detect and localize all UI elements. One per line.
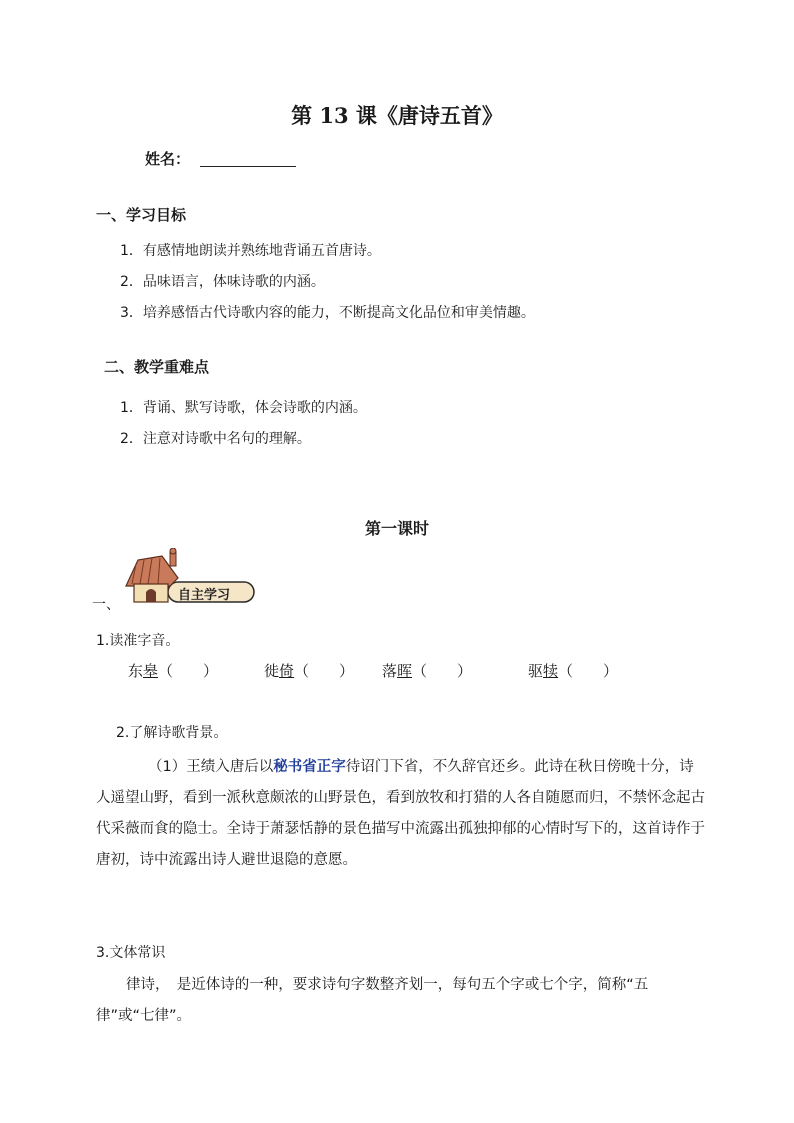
session-title: 第一课时 [364, 519, 429, 538]
key-point-item: 1．背诵、默写诗歌，体会诗歌的内涵。 [120, 400, 367, 416]
background-paragraph: （1）王绩入唐后以秘书省正字待诏门下省，不久辞官还乡。此诗在秋日傍晚十分，诗人遥望山野，看到一派秋意颇浓的山野景色，看到放牧和打猎的人各自随愿而归，不禁怀念起古代采薇而食的隐士。全诗于萧瑟恬静的景色描写中流露出孤独抑郁的心情时写下的，这首诗作于唐初，诗中流露出诗人避世退隐的意愿。 [96, 759, 705, 868]
objective-item: 1．有感情地朗读并熟练地背诵五首唐诗。 [120, 243, 381, 259]
answer-blank[interactable]: （ ） [558, 662, 619, 680]
vocab-item: 落晖（ ） [382, 662, 473, 680]
question-label: 2.了解诗歌背景。 [116, 725, 228, 741]
highlighted-term: 秘书省正字 [273, 759, 346, 775]
part-prefix: 一、 [92, 597, 120, 613]
answer-blank[interactable]: （ ） [158, 662, 219, 680]
section-heading-key-points: 二、教学重难点 [104, 358, 210, 376]
objective-item: 2．品味语言，体味诗歌的内涵。 [120, 274, 325, 290]
vocab-target: 犊 [543, 662, 559, 680]
question-label: 1.读准字音。 [96, 633, 180, 649]
vocab-target: 倚 [279, 662, 295, 680]
name-blank-line[interactable] [200, 166, 296, 167]
genre-paragraph: 律诗， 是近体诗的一种，要求诗句字数整齐划一，每句五个字或七个字，简称“五律”或“七律”。 [96, 977, 649, 1024]
vocab-item: 东皋（ ） [128, 662, 219, 680]
answer-blank[interactable]: （ ） [294, 662, 355, 680]
vocab-item: 徙倚（ ） [264, 662, 355, 680]
page-title: 第 13 课《唐诗五首》 [291, 103, 503, 128]
self-study-badge [118, 548, 258, 606]
vocab-item: 驱犊（ ） [528, 662, 619, 680]
key-point-item: 2．注意对诗歌中名句的理解。 [120, 431, 311, 447]
question-label: 3.文体常识 [96, 945, 166, 961]
answer-blank[interactable]: （ ） [412, 662, 473, 680]
vocab-target: 皋 [143, 662, 159, 680]
badge-label: 自主学习 [178, 588, 231, 603]
section-heading-objectives: 一、学习目标 [96, 206, 187, 224]
vocab-target: 晖 [397, 662, 413, 680]
name-label: 姓名： [145, 150, 191, 168]
objective-item: 3．培养感悟古代诗歌内容的能力，不断提高文化品位和审美情趣。 [120, 305, 535, 321]
